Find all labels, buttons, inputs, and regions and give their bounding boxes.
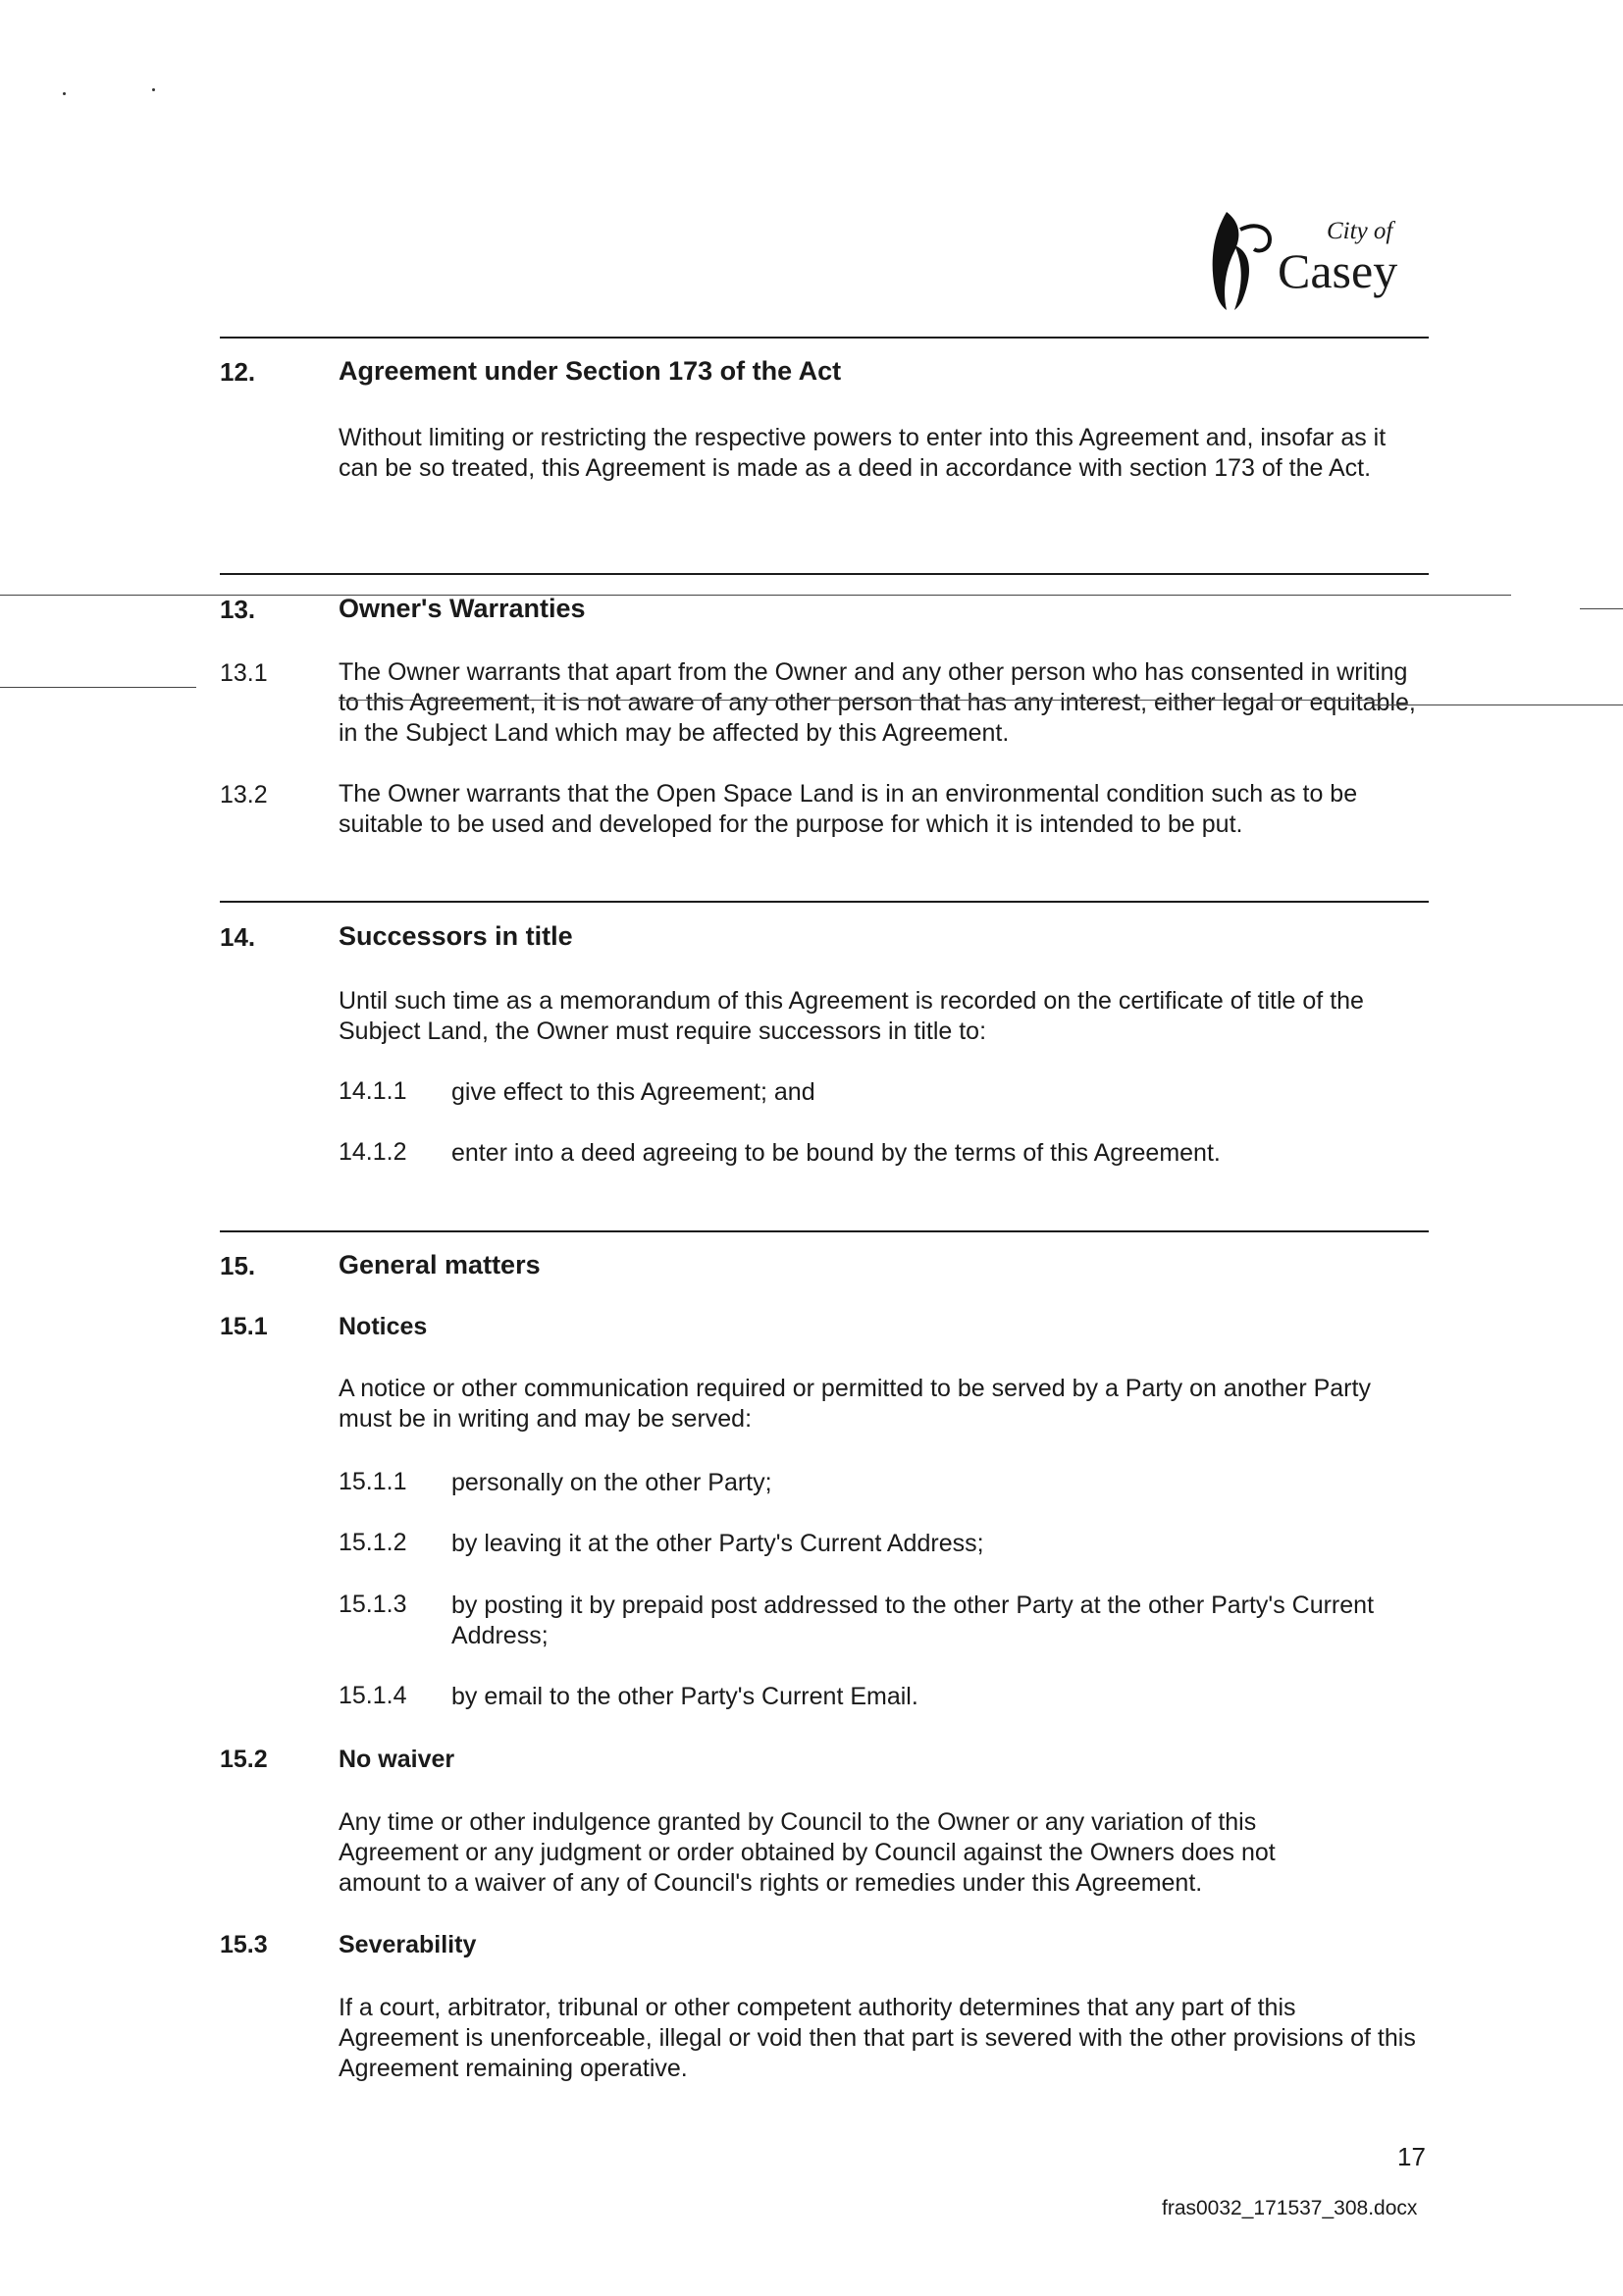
document-file-reference: fras0032_171537_308.docx: [1162, 2197, 1418, 2219]
section-heading: Successors in title: [339, 921, 573, 951]
clause-text: The Owner warrants that the Open Space Land is in an environmental condition such as to be suitable to be used and developed for the purpose for which it is intended to be put.: [339, 780, 1358, 838]
section-divider: [220, 901, 1429, 903]
casey-leaf-icon: [1205, 206, 1283, 314]
section-heading: Agreement under Section 173 of the Act: [339, 356, 842, 386]
subsection-number: 15.1: [220, 1313, 268, 1340]
section-heading: General matters: [339, 1250, 541, 1279]
clause-number: 13.2: [220, 781, 268, 809]
scan-strike-line: [1374, 704, 1623, 705]
clause-number: 15.1.2: [339, 1529, 407, 1556]
section-body: Any time or other indulgence granted by Council to the Owner or any variation of this Agreement or any judgment or order obtained by Council against the Owners does not amount to a waiver of any of Council's rights or remedies under this Agreement.: [339, 1808, 1276, 1897]
section-divider: [220, 573, 1429, 575]
scan-strike-line: [1580, 608, 1623, 609]
subsection-heading: Severability: [339, 1931, 477, 1958]
logo-casey-text: Casey: [1278, 243, 1398, 298]
logo-city-of-text: City of: [1327, 218, 1393, 244]
scan-strike-line: [339, 700, 1379, 701]
page-number: 17: [1397, 2142, 1426, 2171]
section-divider: [220, 337, 1429, 339]
clause-text: personally on the other Party;: [451, 1469, 772, 1496]
scan-speck: [152, 88, 155, 91]
section-number: 15.: [220, 1251, 256, 1280]
section-number: 13.: [220, 595, 256, 624]
clause-number: 15.1.4: [339, 1682, 407, 1709]
section-body: If a court, arbitrator, tribunal or other competent authority determines that any part of this Agreement is unenforceable, illegal or void then that part is severed with the other provisions of this Agreement remaining operative.: [339, 1994, 1416, 2082]
clause-text: by email to the other Party's Current Email.: [451, 1683, 918, 1710]
section-body: Without limiting or restricting the respective powers to enter into this Agreement and, insofar as it can be so treated, this Agreement is made as a deed in accordance with section 173 of the Act.: [339, 424, 1387, 482]
clause-text: enter into a deed agreeing to be bound by the terms of this Agreement.: [451, 1139, 1221, 1167]
clause-number: 14.1.1: [339, 1077, 407, 1105]
section-heading: Owner's Warranties: [339, 594, 586, 623]
clause-number: 14.1.2: [339, 1138, 407, 1166]
section-number: 14.: [220, 922, 256, 952]
scan-strike-line: [0, 687, 196, 688]
clause-number: 13.1: [220, 659, 268, 687]
section-body: Until such time as a memorandum of this Agreement is recorded on the certificate of title of the Subject Land, the Owner must require successors in title to:: [339, 987, 1364, 1045]
clause-number: 15.1.1: [339, 1468, 407, 1495]
subsection-number: 15.2: [220, 1746, 268, 1773]
scan-speck: [63, 92, 66, 95]
clause-number: 15.1.3: [339, 1591, 407, 1618]
clause-text: The Owner warrants that apart from the Owner and any other person who has consented in writing to this Agreement, it is not aware of any other person that has any interest, either legal or equitable, in the Subject Land which may be affected by this Agreement.: [339, 658, 1416, 747]
clause-text: by leaving it at the other Party's Current Address;: [451, 1530, 984, 1557]
clause-text: give effect to this Agreement; and: [451, 1078, 815, 1106]
subsection-number: 15.3: [220, 1931, 268, 1958]
section-number: 12.: [220, 357, 256, 387]
subsection-heading: No waiver: [339, 1746, 455, 1773]
section-divider: [220, 1230, 1429, 1232]
section-body: A notice or other communication required or permitted to be served by a Party on another Party must be in writing and may be served:: [339, 1375, 1371, 1433]
subsection-heading: Notices: [339, 1313, 428, 1340]
clause-text: by posting it by prepaid post addressed to the other Party at the other Party's Current Address;: [451, 1592, 1375, 1649]
